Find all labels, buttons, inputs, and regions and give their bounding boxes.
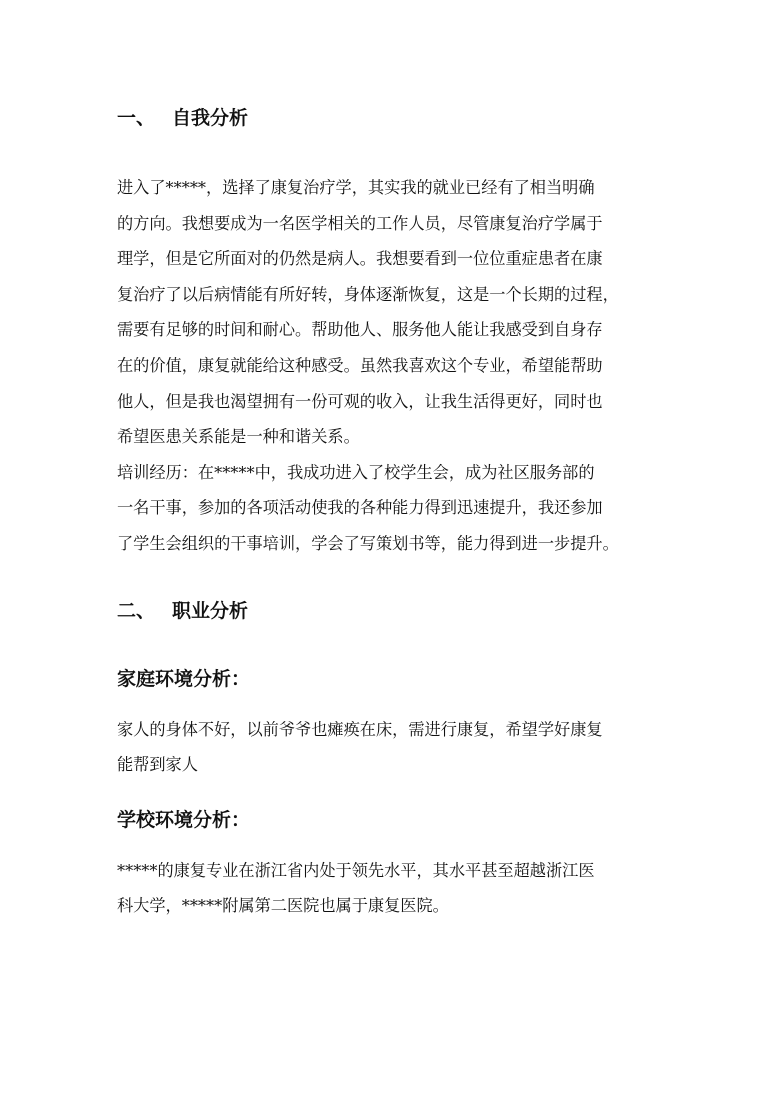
text-line: 进入了*****，选择了康复治疗学，其实我的就业已经有了相当明确	[117, 178, 595, 197]
text-line: 理学，但是它所面对的仍然是病人。我想要看到一位位重症患者在康	[117, 249, 603, 269]
text-line: *****的康复专业在浙江省内处于领先水平，其水平甚至超越浙江医	[117, 860, 595, 880]
document-content	[117, 98, 662, 924]
text-line: 他人，但是我也渴望拥有一份可观的收入，让我生活得更好，同时也	[117, 391, 603, 411]
section-title: 自我分析	[172, 107, 249, 129]
school-paragraph	[117, 853, 662, 924]
text-line: 在的价值，康复就能给这种感受。虽然我喜欢这个专业，希望能帮助	[117, 355, 603, 375]
section-number: 二、	[117, 599, 156, 622]
subheading-school-environment: 学校环境分析：	[117, 808, 251, 831]
self-analysis-paragraph	[117, 170, 662, 455]
section-heading-career-analysis	[117, 599, 662, 622]
subheading-family-environment: 家庭环境分析：	[117, 667, 251, 690]
section-number: 一、	[117, 107, 156, 129]
text-line: 家人的身体不好，以前爷爷也瘫痪在床，需进行康复，希望学好康复	[117, 719, 603, 739]
text-line: 培训经历：在*****中，我成功进入了校学生会，成为社区服务部的	[117, 462, 595, 482]
text-line: 复治疗了以后病情能有所好转，身体逐渐恢复，这是一个长期的过程，	[117, 284, 619, 304]
section-title: 职业分析	[172, 599, 249, 622]
text-line: 需要有足够的时间和耐心。帮助他人、服务他人能让我感受到自身存	[117, 320, 603, 340]
text-line: 希望医患关系能是一种和谐关系。	[117, 427, 360, 447]
family-paragraph	[117, 712, 662, 783]
text-line: 一名干事，参加的各项活动使我的各种能力得到迅速提升，我还参加	[117, 498, 603, 518]
section-heading-self-analysis	[117, 109, 662, 128]
text-line: 能帮到家人	[117, 755, 198, 775]
text-line: 的方向。我想要成为一名医学相关的工作人员，尽管康复治疗学属于	[117, 213, 603, 233]
text-line: 了学生会组织的干事培训，学会了写策划书等，能力得到进一步提升。	[117, 533, 619, 553]
text-line: 科大学，*****附属第二医院也属于康复医院。	[117, 896, 449, 916]
training-paragraph	[117, 455, 662, 562]
